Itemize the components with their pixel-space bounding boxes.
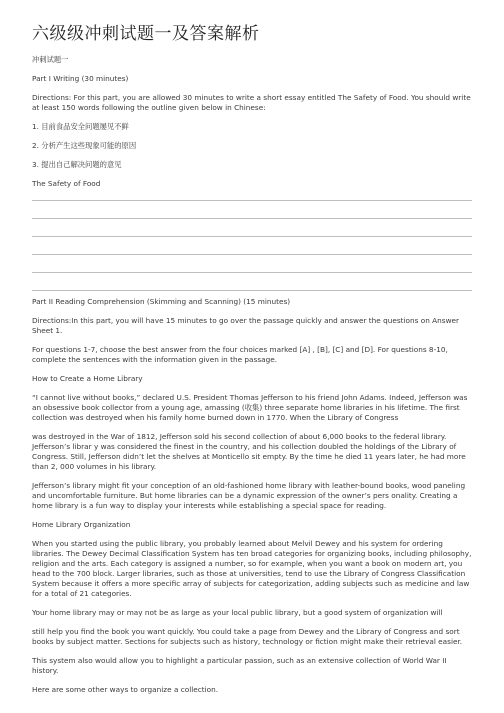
passage-paragraph: Jefferson’s library might fit your conception of an old-fashioned home library with leather-bound books, wood paneling and uncomfortable furniture. But home libraries can be a dynamic expression of the owner’s pers onality. Creating a home library is a fun way to display your interests while establishing a special space for reading. xyxy=(32,481,466,510)
passage-title: How to Create a Home Library xyxy=(32,374,143,383)
subtitle: 冲刺试题一 xyxy=(32,55,69,64)
part1-heading: Part I Writing (30 minutes) xyxy=(32,74,129,83)
answer-line xyxy=(32,254,472,255)
answer-line xyxy=(32,218,472,219)
section-paragraph: When you started using the public library, you probably learned about Melvil Dewey and his system for ordering libraries. The Dewey Decimal Classification System has ten broad categories for organizing books, including philosophy, religion and the arts. Each category is assigned a number, so for example, when you want a book on modern art, you head to the 700 block. Larger libraries, such as those at universities, tend to use the Library of Congress Classification System because it offers a more specific array of subjects for categorization, adding subjects such as medicine and law for a total of 21 categories. xyxy=(32,539,472,598)
section-paragraph: Here are some other ways to organize a collection. xyxy=(32,685,219,694)
part2-directions: Directions:In this part, you will have 15 minutes to go over the passage quickly and answer the questions on Answer Sheet 1. xyxy=(32,316,460,335)
answer-line xyxy=(32,236,472,237)
part2-heading: Part II Reading Comprehension (Skimming and Scanning) (15 minutes) xyxy=(32,297,291,306)
answer-line xyxy=(32,290,472,291)
outline-item: 2. 分析产生这些现象可能的原因 xyxy=(32,141,137,150)
section-paragraph: This system also would allow you to highlight a particular passion, such as an extensive collection of World War II history. xyxy=(32,656,447,675)
part1-directions: Directions: For this part, you are allowed 30 minutes to write a short essay entitled The Safety of Food. You should write at least 150 words following the outline given below in Chinese: xyxy=(32,93,471,112)
outline-item: 1. 目前食品安全问题屡见不鲜 xyxy=(32,122,129,131)
answer-line xyxy=(32,200,472,201)
essay-title: The Safety of Food xyxy=(32,179,101,188)
section-heading: Home Library Organization xyxy=(32,520,131,529)
section-paragraph: still help you find the book you want quickly. You could take a page from Dewey and the Library of Congress and sort books by subject matter. Sections for subjects such as history, technology or fiction might make their retrieval easier. xyxy=(32,627,463,646)
section-paragraph: Your home library may or may not be as large as your local public library, but a good system of organization will xyxy=(32,608,443,617)
document-title: 六级级冲刺试题一及答案解析 xyxy=(32,24,260,44)
passage-paragraph: “I cannot live without books,” declared U.S. President Thomas Jefferson to his friend John Adams. Indeed, Jefferson was an obsessive book collector from a young age, amassing (收集) three separate home libraries in his lifetime. The first collection was destroyed when his family home burned down in 1770. When the Library of Congress xyxy=(32,393,468,422)
answer-lines xyxy=(32,200,472,291)
passage-paragraph: was destroyed in the War of 1812, Jefferson sold his second collection of about 6,000 books to the federal library. Jefferson’s librar y was considered the finest in the country, and his collection doubled the holdings of the Library of Congress. Still, Jefferson didn’t let the shelves at Monticello sit empty. By the time he died 11 years later, he had more than 2, 000 volumes in his library. xyxy=(32,432,466,471)
outline-item: 3. 提出自己解决问题的意见 xyxy=(32,160,122,169)
answer-line xyxy=(32,272,472,273)
part2-instructions: For questions 1-7, choose the best answer from the four choices marked [A] , [B], [C] and [D]. For questions 8-10, complete the sentences with the information given in the passage. xyxy=(32,345,448,364)
